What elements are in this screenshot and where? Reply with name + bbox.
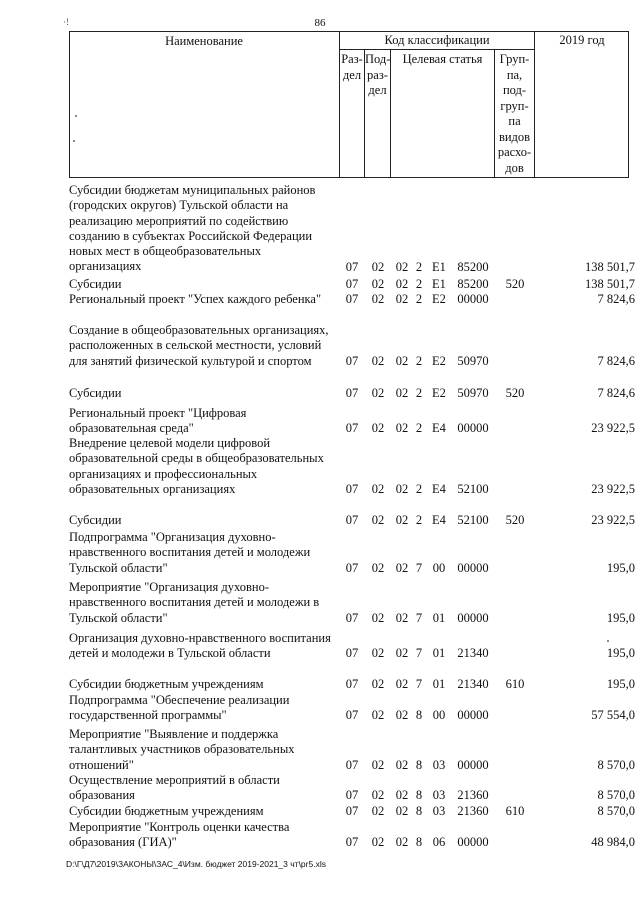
header-vid-line: расхо- [497, 145, 532, 159]
row-name [69, 773, 337, 804]
row-name-line: Тульской области" [69, 610, 168, 625]
target-direction-code: 85200 [457, 259, 489, 274]
table-row [0, 323, 640, 369]
target-direction-code: 00000 [457, 560, 489, 575]
row-name [69, 530, 337, 576]
amount-2019: 8 570,0 [597, 788, 635, 803]
podrazdel-code: 02 [371, 804, 385, 818]
row-name-line: Внедрение целевой модели цифровой [69, 436, 271, 450]
target-program-code: 02 [395, 804, 409, 818]
podrazdel-code: 02 [371, 610, 385, 625]
target-event-code: 03 [432, 788, 446, 803]
header-year: 2019 год [559, 33, 605, 47]
target-event-code: E1 [432, 259, 446, 274]
razdel-code: 07 [345, 386, 359, 400]
expense-type-code: 610 [505, 677, 525, 691]
table-row [0, 406, 640, 437]
header-vid-line: Груп- [499, 52, 530, 66]
target-direction-code: 00000 [457, 708, 489, 723]
target-event-code: 01 [432, 610, 446, 625]
header-right-border [628, 31, 629, 178]
header-vid-line: па [508, 114, 521, 128]
target-direction-code: 21360 [457, 788, 489, 803]
header-vid-line: видов [498, 129, 531, 144]
target-subprogram-code: 7 [415, 560, 423, 575]
table-row [0, 183, 640, 275]
target-direction-code: 21360 [457, 804, 489, 818]
podrazdel-code: 02 [371, 292, 385, 306]
target-subprogram-code: 2 [415, 353, 423, 368]
razdel-code: 07 [345, 481, 359, 496]
target-direction-code: 00000 [457, 757, 489, 772]
target-subprogram-code: 2 [415, 513, 423, 527]
amount-2019: 7 824,6 [597, 292, 635, 306]
target-event-code: 03 [432, 804, 446, 818]
amount-2019: 7 824,6 [597, 353, 635, 368]
target-program-code: 02 [395, 677, 409, 691]
row-name-line: Субсидии [69, 277, 122, 291]
razdel-code: 07 [345, 708, 359, 723]
amount-2019: 48 984,0 [591, 835, 635, 850]
target-subprogram-code: 2 [415, 277, 423, 291]
target-program-code: 02 [395, 757, 409, 772]
podrazdel-code: 02 [371, 757, 385, 772]
razdel-code: 07 [345, 610, 359, 625]
target-subprogram-code: 7 [415, 610, 423, 625]
table-row [0, 292, 640, 307]
target-event-code: E2 [432, 292, 446, 306]
razdel-code: 07 [345, 292, 359, 306]
target-event-code: 00 [432, 708, 446, 723]
row-name-line: Региональный проект "Цифровая [69, 406, 247, 420]
table-row [0, 693, 640, 724]
row-name-line: детей и молодежи в Тульской области [69, 646, 271, 661]
amount-2019: 195,0 [606, 646, 635, 661]
row-name-line: образования [69, 788, 135, 803]
target-direction-code: 21340 [457, 646, 489, 661]
target-direction-code: 00000 [457, 835, 489, 850]
row-name-line: реализацию мероприятий по содействию [69, 213, 289, 228]
row-name-line: (городских округов) Тульской области на [69, 198, 289, 213]
target-program-code: 02 [395, 386, 409, 400]
page-number: 86 [314, 17, 326, 29]
file-path-footer: D:\Г\Д7\2019\ЗАКОНЫ\ЗАС_4\Изм. бюджет 2019-2021_3 чт\pr5.xls [66, 859, 326, 869]
target-program-code: 02 [395, 481, 409, 496]
header-razdel [340, 52, 364, 83]
row-name-line: организациях [69, 259, 142, 274]
row-name-line: Региональный проект "Успех каждого ребенка" [69, 292, 322, 306]
row-name [69, 323, 337, 369]
podrazdel-code: 02 [371, 835, 385, 850]
target-program-code: 02 [395, 708, 409, 723]
target-direction-code: 21340 [457, 677, 489, 691]
row-name-line: Тульской области" [69, 560, 168, 575]
amount-2019: 195,0 [606, 677, 635, 691]
row-name [69, 727, 337, 773]
row-name [69, 436, 337, 497]
header-target: Целевая статья [402, 52, 483, 66]
row-name [69, 292, 337, 307]
row-name-line: Субсидии бюджетам муниципальных районов [69, 183, 316, 197]
target-event-code: E4 [432, 481, 446, 496]
amount-2019: 195,0 [606, 560, 635, 575]
amount-2019: 23 922,5 [591, 481, 635, 496]
amount-2019: 8 570,0 [597, 757, 635, 772]
target-subprogram-code: 7 [415, 677, 423, 691]
target-program-code: 02 [395, 513, 409, 527]
target-direction-code: 52100 [457, 513, 489, 527]
header-classification: Код классификации [384, 33, 490, 47]
target-subprogram-code: 7 [415, 646, 423, 661]
amount-2019: 138 501,7 [585, 277, 635, 291]
row-name-line: созданию в субъектах Российской Федерации [69, 228, 313, 243]
table-row [0, 386, 640, 401]
row-name-line: Мероприятие "Организация духовно- [69, 580, 270, 594]
razdel-code: 07 [345, 677, 359, 691]
row-name-line: для занятий физической культурой и спортом [69, 353, 312, 368]
row-name-line: Мероприятие "Выявление и поддержка [69, 727, 279, 741]
row-name-line: Осуществление мероприятий в области [69, 773, 280, 787]
target-direction-code: 85200 [457, 277, 489, 291]
amount-2019: 23 922,5 [591, 513, 635, 527]
scan-speck [73, 140, 75, 142]
row-name [69, 631, 337, 662]
header-vid-line: па, [506, 67, 523, 82]
podrazdel-code: 02 [371, 353, 385, 368]
row-name-line: Подпрограмма "Организация духовно- [69, 530, 276, 544]
razdel-code: 07 [345, 560, 359, 575]
row-name [69, 820, 337, 851]
header-razdel-line: дел [342, 67, 362, 82]
target-subprogram-code: 8 [415, 835, 423, 850]
razdel-code: 07 [345, 421, 359, 436]
row-name [69, 580, 337, 626]
razdel-code: 07 [345, 259, 359, 274]
target-program-code: 02 [395, 560, 409, 575]
podrazdel-code: 02 [371, 277, 385, 291]
table-row [0, 727, 640, 773]
amount-2019: 195,0 [606, 610, 635, 625]
razdel-code: 07 [345, 804, 359, 818]
row-name-line: Создание в общеобразовательных организациях, [69, 323, 329, 337]
razdel-code: 07 [345, 353, 359, 368]
row-name-line: Субсидии [69, 513, 122, 527]
row-name-line: Подпрограмма "Обеспечение реализации [69, 693, 290, 707]
header-bottom-border [69, 177, 629, 178]
target-program-code: 02 [395, 835, 409, 850]
razdel-code: 07 [345, 788, 359, 803]
row-name [69, 386, 337, 401]
razdel-code: 07 [345, 513, 359, 527]
target-direction-code: 50970 [457, 353, 489, 368]
row-name-line: талантливых участников образовательных [69, 742, 295, 757]
header-subrow-line [340, 49, 534, 50]
table-header [69, 31, 629, 178]
podrazdel-code: 02 [371, 386, 385, 400]
target-program-code: 02 [395, 259, 409, 274]
target-event-code: E2 [432, 353, 446, 368]
podrazdel-code: 02 [371, 677, 385, 691]
row-name-line: нравственного воспитания детей и молодежи [69, 545, 311, 560]
podrazdel-code: 02 [371, 481, 385, 496]
row-name-line: Субсидии [69, 386, 122, 400]
row-name-line: новых мест в общеобразовательных [69, 244, 262, 259]
target-event-code: 01 [432, 677, 446, 691]
razdel-code: 07 [345, 757, 359, 772]
header-divider-podrazdel [390, 49, 391, 178]
table-row [0, 530, 640, 576]
table-row [0, 820, 640, 851]
header-left-border [69, 31, 70, 178]
header-top-border [69, 31, 629, 32]
podrazdel-code: 02 [371, 560, 385, 575]
target-direction-code: 50970 [457, 386, 489, 400]
row-name-line: образовательной среды в общеобразовательных [69, 451, 324, 466]
target-subprogram-code: 8 [415, 757, 423, 772]
target-program-code: 02 [395, 610, 409, 625]
table-row [0, 580, 640, 626]
header-vid-line: груп- [500, 98, 529, 113]
row-name [69, 677, 337, 692]
podrazdel-code: 02 [371, 708, 385, 723]
row-name [69, 406, 337, 437]
target-program-code: 02 [395, 353, 409, 368]
amount-2019: 23 922,5 [591, 421, 635, 436]
table-row [0, 631, 640, 662]
row-name [69, 804, 337, 819]
row-name-line: Мероприятие "Контроль оценки качества [69, 820, 290, 834]
target-program-code: 02 [395, 421, 409, 436]
razdel-code: 07 [345, 835, 359, 850]
row-name-line: организациях и профессиональных [69, 466, 258, 481]
razdel-code: 07 [345, 646, 359, 661]
podrazdel-code: 02 [371, 259, 385, 274]
target-program-code: 02 [395, 292, 409, 306]
table-row [0, 804, 640, 819]
target-program-code: 02 [395, 277, 409, 291]
target-event-code: 06 [432, 835, 446, 850]
table-row [0, 773, 640, 804]
row-name-line: Субсидии бюджетным учреждениям [69, 804, 264, 818]
row-name-line: образовательных организациях [69, 481, 236, 496]
podrazdel-code: 02 [371, 646, 385, 661]
target-direction-code: 00000 [457, 610, 489, 625]
row-name [69, 277, 337, 292]
target-subprogram-code: 2 [415, 481, 423, 496]
podrazdel-code: 02 [371, 421, 385, 436]
row-name-line: отношений" [69, 757, 134, 772]
target-subprogram-code: 2 [415, 292, 423, 306]
target-event-code: 03 [432, 757, 446, 772]
scan-speck [607, 640, 609, 642]
header-podrazdel-line: раз- [367, 67, 388, 82]
table-row [0, 436, 640, 497]
scan-mark: ·! [63, 17, 69, 27]
expense-type-code: 520 [505, 386, 525, 400]
header-name: Наименование [165, 34, 243, 48]
header-vid [495, 52, 534, 176]
target-event-code: E4 [432, 421, 446, 436]
row-name [69, 693, 337, 724]
razdel-code: 07 [345, 277, 359, 291]
row-name-line: расположенных в сельской местности, условий [69, 338, 322, 353]
target-event-code: 00 [432, 560, 446, 575]
target-event-code: E4 [432, 513, 446, 527]
target-subprogram-code: 8 [415, 708, 423, 723]
header-podrazdel-line: Под- [365, 52, 391, 66]
table-row [0, 677, 640, 692]
target-subprogram-code: 8 [415, 788, 423, 803]
scan-speck [75, 115, 77, 117]
target-subprogram-code: 2 [415, 421, 423, 436]
row-name-line: образовательная среда" [69, 421, 194, 436]
row-name-line: Организация духовно-нравственного воспитания [69, 631, 331, 645]
row-name [69, 513, 337, 528]
target-event-code: E2 [432, 386, 446, 400]
expense-type-code: 610 [505, 804, 525, 818]
target-direction-code: 00000 [457, 292, 489, 306]
target-event-code: 01 [432, 646, 446, 661]
podrazdel-code: 02 [371, 788, 385, 803]
header-razdel-line: Раз- [341, 52, 363, 66]
amount-2019: 138 501,7 [585, 259, 635, 274]
table-row [0, 513, 640, 528]
target-program-code: 02 [395, 788, 409, 803]
target-subprogram-code: 2 [415, 386, 423, 400]
header-divider-year [534, 31, 535, 178]
expense-type-code: 520 [505, 277, 525, 291]
header-podrazdel-line: дел [368, 83, 387, 97]
table-row [0, 277, 640, 292]
row-name-line: нравственного воспитания детей и молодежи в [69, 595, 320, 610]
header-podrazdel [365, 52, 390, 99]
target-subprogram-code: 8 [415, 804, 423, 818]
row-name-line: государственной программы" [69, 708, 227, 723]
header-vid-line: под- [502, 83, 527, 97]
target-program-code: 02 [395, 646, 409, 661]
target-event-code: E1 [432, 277, 446, 291]
target-subprogram-code: 2 [415, 259, 423, 274]
target-direction-code: 52100 [457, 481, 489, 496]
amount-2019: 57 554,0 [591, 708, 635, 723]
amount-2019: 7 824,6 [597, 386, 635, 400]
podrazdel-code: 02 [371, 513, 385, 527]
amount-2019: 8 570,0 [597, 804, 635, 818]
header-vid-line: дов [505, 160, 524, 175]
target-direction-code: 00000 [457, 421, 489, 436]
row-name-line: Субсидии бюджетным учреждениям [69, 677, 264, 691]
expense-type-code: 520 [505, 513, 525, 527]
row-name [69, 183, 337, 275]
row-name-line: образования (ГИА)" [69, 835, 177, 850]
